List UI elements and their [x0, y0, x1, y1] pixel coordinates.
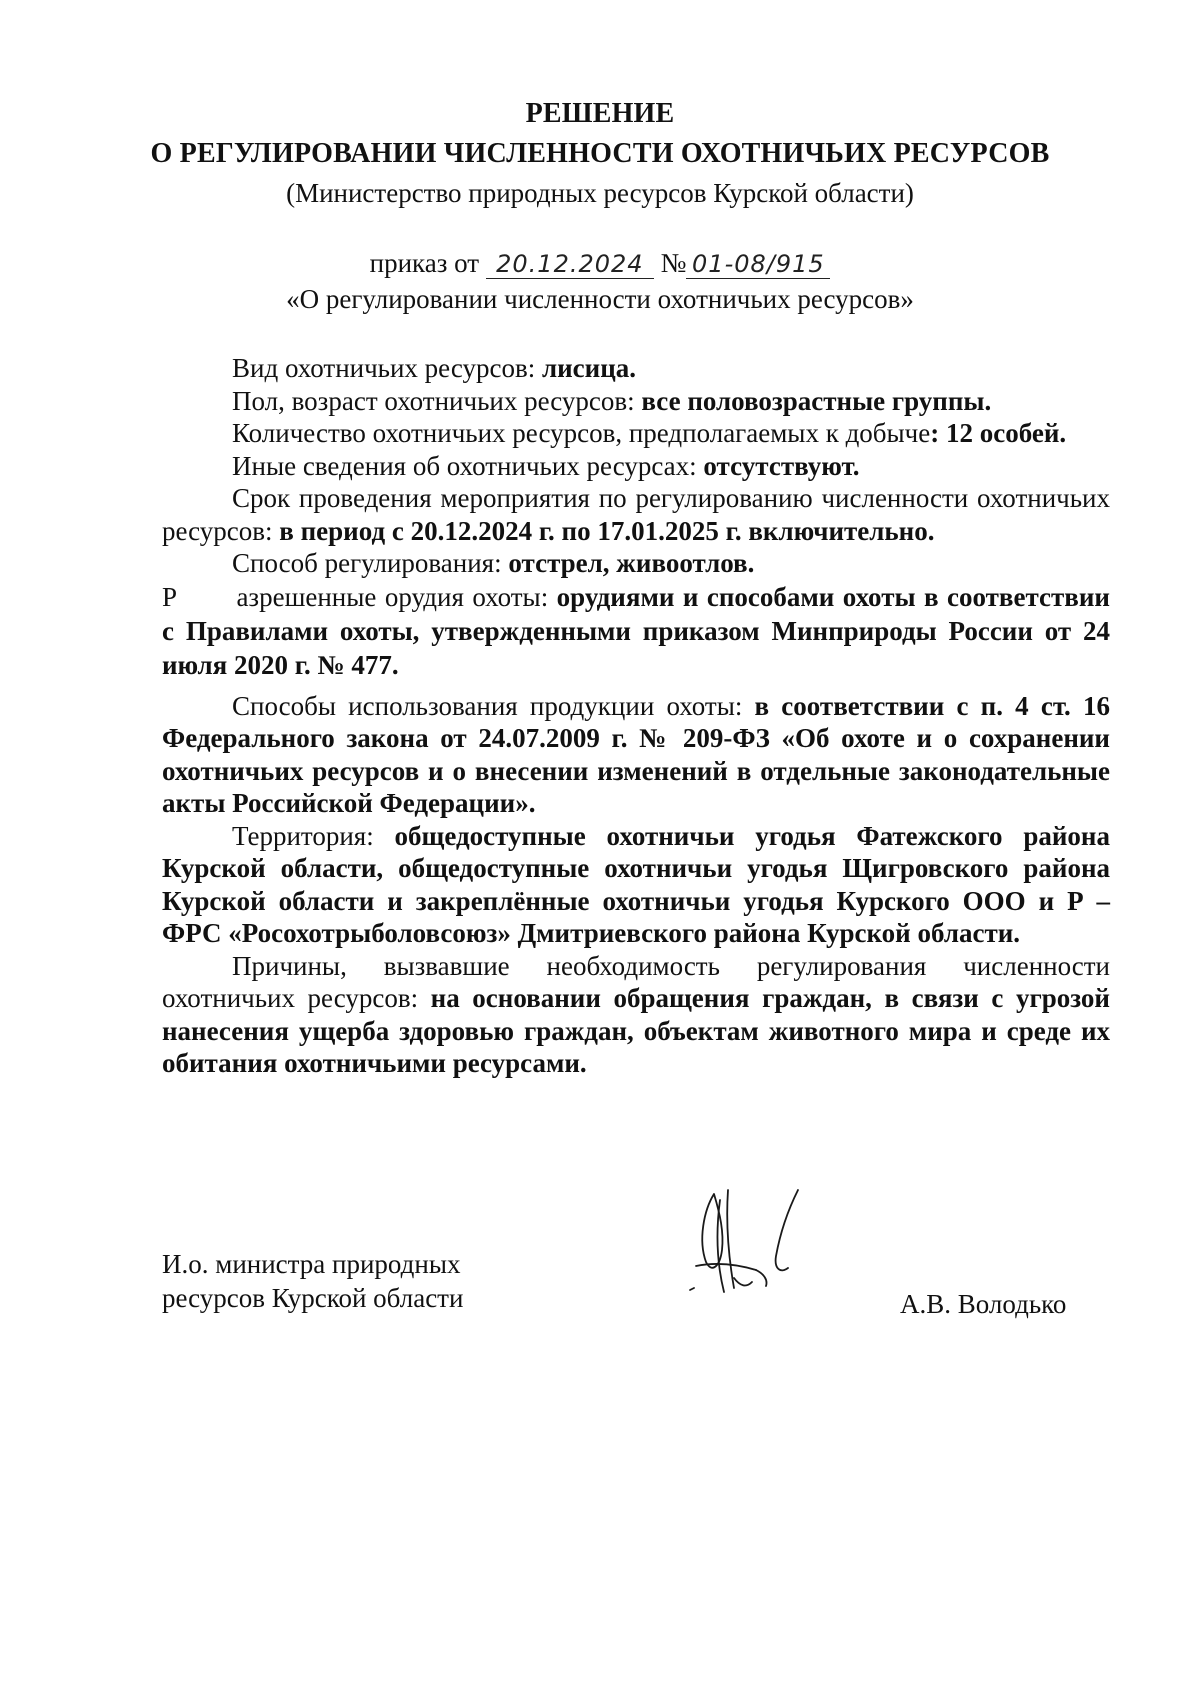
sex-age-label: Пол, возраст охотничьих ресурсов: — [232, 385, 642, 416]
species-paragraph — [162, 352, 1110, 385]
handwritten-signature — [676, 1170, 826, 1310]
method-paragraph — [162, 547, 1110, 580]
species-label: Вид охотничьих ресурсов: — [232, 353, 542, 383]
tools-label-initial: Р — [162, 581, 178, 612]
tools-label: азрешенные орудия охоты: — [228, 581, 557, 612]
reasons-label: Причины, вызвавшие необходимость регулирования численности охотничьих ресурсов: — [162, 950, 1110, 1013]
order-reference — [0, 246, 1200, 280]
quantity-label: Количество охотничьих ресурсов, предполагаемых к добыче — [232, 418, 931, 448]
other-info-label: Иные сведения об охотничьих ресурсах: — [232, 450, 704, 481]
tools-value: орудиями и способами охоты в соответствии с Правилами охоты, утвержденными приказом Минприроды России от 24 июля 2020 г. № 477. — [162, 581, 1110, 680]
period-label: Срок проведения мероприятия по регулированию численности охотничьих ресурсов: — [162, 483, 1110, 546]
usage-value: в соответствии с п. 4 ст. 16 Федерального закона от 24.07.2009 г. № 209-ФЗ «Об охоте и о сохранении охотничьих ресурсов и о внесении изменений в отдельные законодательные акты Российской Федерации». — [162, 690, 1111, 818]
tools-paragraph — [162, 580, 1110, 682]
territory-label: Территория: — [232, 820, 395, 851]
order-date-handwritten: 20.12.2024 — [486, 250, 654, 279]
reasons-value: на основании обращения граждан, в связи с угрозой нанесения ущерба здоровью граждан, объектам животного мира и среде их обитания охотничьими ресурсами. — [162, 983, 1110, 1078]
ministry-name: (Министерство природных ресурсов Курской области) — [286, 178, 914, 208]
sex-age-value: все половозрастные группы. — [641, 385, 992, 416]
species-value: лисица. — [541, 353, 637, 383]
method-value: отстрел, живоотлов. — [508, 548, 755, 578]
signatory-position — [162, 1247, 463, 1315]
order-number-sign: № — [660, 248, 687, 278]
usage-label: Способы использования продукции охоты: — [232, 690, 755, 721]
territory-value: общедоступные охотничьи угодья Фатежского района Курской области, общедоступные охотничьи угодья Щигровского района Курской области и закреплённые охотничьи угодья Курского ООО и Р – ФРС «Росохотрыболовсоюз» Дмитриевского района Курской области. — [162, 820, 1110, 948]
signatory-position-line2: ресурсов Курской области — [162, 1283, 464, 1313]
other-info-paragraph — [162, 450, 1110, 483]
order-number-handwritten: 01-08/915 — [686, 250, 830, 279]
order-prefix: приказ от — [369, 248, 480, 278]
usage-paragraph — [162, 690, 1110, 820]
signatory-name: А.В. Володько — [900, 1289, 1067, 1319]
reasons-paragraph — [162, 950, 1110, 1080]
document-subtitle-bold: О РЕГУЛИРОВАНИИ ЧИСЛЕННОСТИ ОХОТНИЧЬИХ РЕСУРСОВ — [150, 138, 1050, 169]
decision-body — [162, 352, 1110, 1080]
sex-age-paragraph — [162, 385, 1110, 418]
other-info-value: отсутствуют. — [703, 450, 860, 481]
quantity-paragraph — [162, 417, 1110, 450]
order-subject: «О регулировании численности охотничьих ресурсов» — [286, 284, 914, 314]
signatory-position-line1: И.о. министра природных — [162, 1249, 461, 1279]
period-paragraph — [162, 482, 1110, 547]
quantity-value: : 12 особей. — [930, 418, 1067, 448]
document-title: РЕШЕНИЕ — [525, 98, 675, 129]
method-label: Способ регулирования: — [232, 548, 509, 578]
period-value: в период с 20.12.2024 г. по 17.01.2025 г. включительно. — [279, 515, 935, 546]
territory-paragraph — [162, 820, 1110, 950]
